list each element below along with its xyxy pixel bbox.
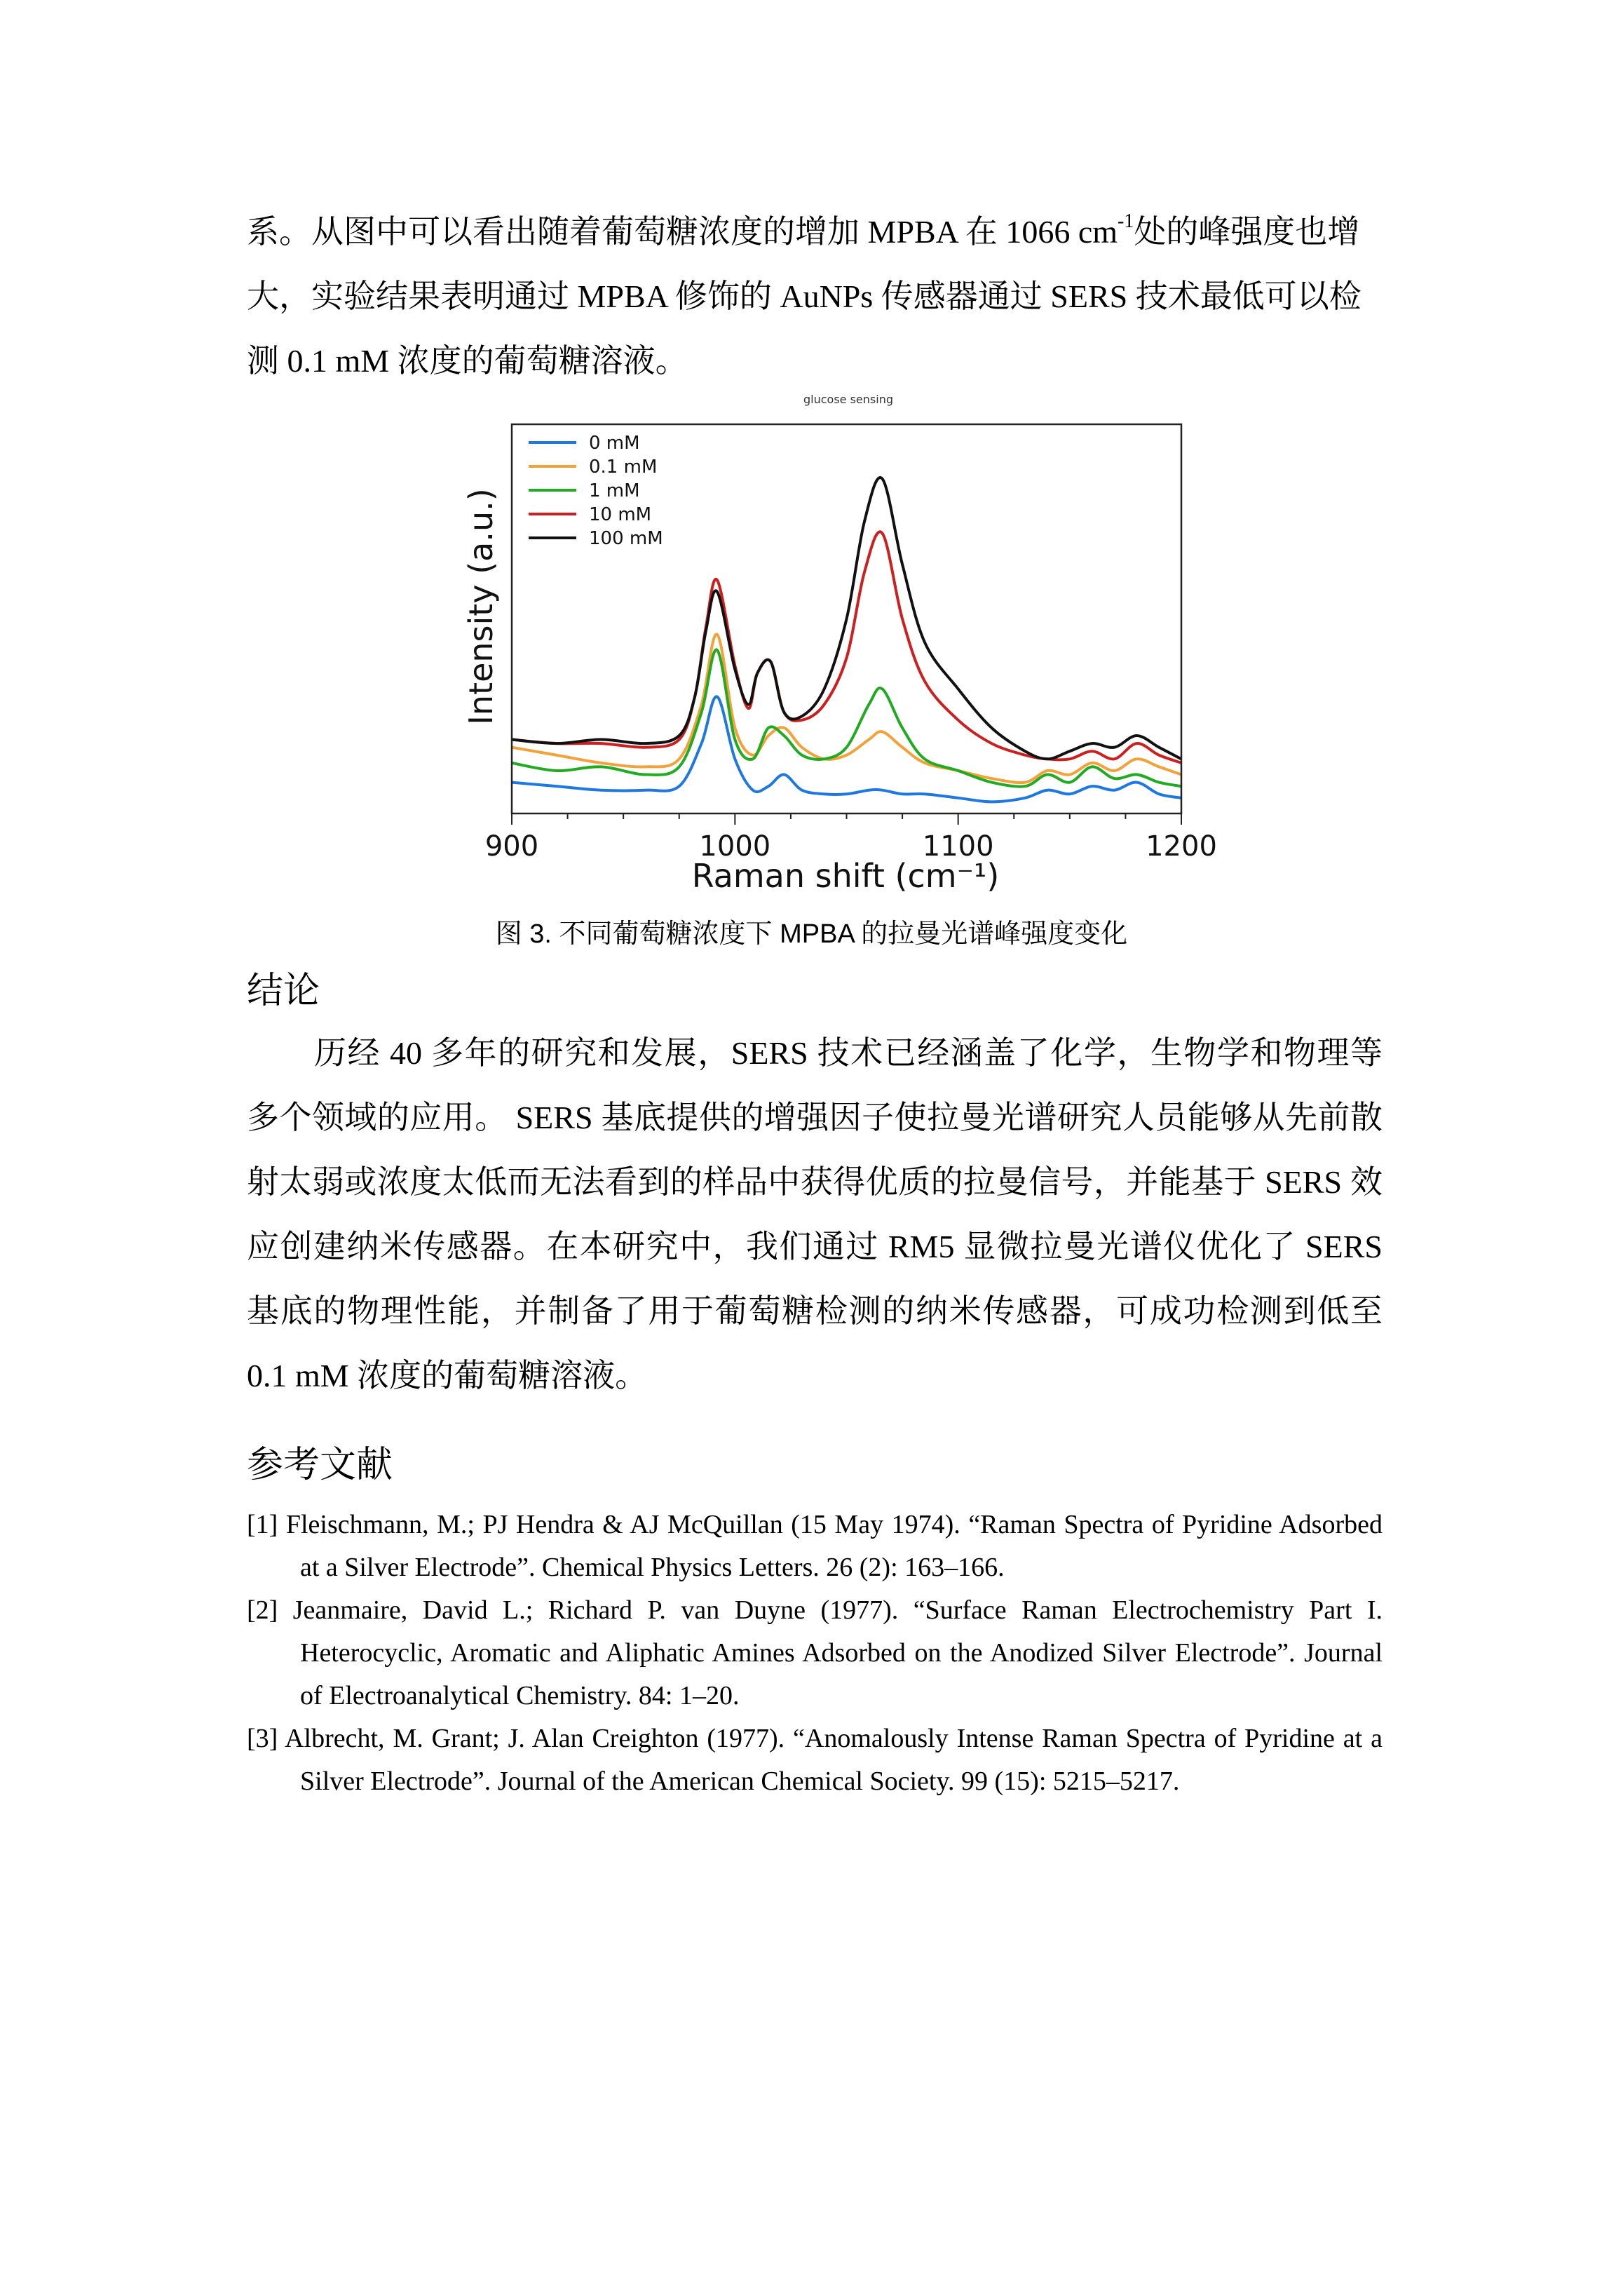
x-tick-label: 900 xyxy=(484,830,539,863)
intro-paragraph xyxy=(247,200,1383,393)
series-line-3 xyxy=(512,532,1181,762)
intro-line-1-tail: 处的峰强度也增 xyxy=(1134,214,1360,250)
reference-item: [2] Jeanmaire, David L.; Richard P. van Duyne (1977). “Surface Raman Electrochemistry Part I. Heterocyclic, Aromatic and Aliphatic Amines Adsorbed on the Anodized Silver Electrode”. Journal of Electroanalytical Chemistry. 84: 1–20. xyxy=(247,1595,1383,1710)
conclusion-section xyxy=(247,966,1383,1408)
x-tick-label: 1200 xyxy=(1146,830,1217,863)
references-section xyxy=(247,1440,1383,1803)
plot-area xyxy=(485,424,1217,863)
reference-list xyxy=(247,1504,1383,1803)
conclusion-paragraph: 历经 40 多年的研究和发展，SERS 技术已经涵盖了化学，生物学和物理等多个领域的应用。 SERS 基底提供的增强因子使拉曼光谱研究人员能够从先前散射太弱或浓度太低而无法看到的样品中获得优质的拉曼信号，并能基于 SERS 效应创建纳米传感器。在本研究中，我们通过 RM5 显微拉曼光谱仪优化了 SERS 基底的物理性能，并制备了用于葡萄糖检测的纳米传感器，可成功检测到低至 0.1 mM 浓度的葡萄糖溶液。 xyxy=(247,1035,1383,1393)
x-tick-label: 1100 xyxy=(922,830,994,863)
figure-caption: 图 3. 不同葡萄糖浓度下 MPBA 的拉曼光谱峰强度变化 xyxy=(495,919,1128,949)
intro-line-2: 大，实验结果表明通过 MPBA 修饰的 AuNPs 传感器通过 SERS 技术最低可以检 xyxy=(247,278,1361,314)
legend-label: 0.1 mM xyxy=(589,457,658,478)
x-tick-label: 1000 xyxy=(699,830,771,863)
raman-chart xyxy=(449,389,1227,905)
chart-title: glucose sensing xyxy=(803,393,893,406)
legend-label: 10 mM xyxy=(589,504,652,525)
superscript: -1 xyxy=(1118,210,1134,232)
legend-label: 1 mM xyxy=(589,480,640,501)
references-heading: 参考文献 xyxy=(247,1444,393,1486)
x-axis-label: Raman shift (cm⁻¹) xyxy=(691,857,1000,895)
legend-label: 0 mM xyxy=(589,433,640,454)
reference-item: [1] Fleischmann, M.; PJ Hendra & AJ McQuillan (15 May 1974). “Raman Spectra of Pyridine Adsorbed at a Silver Electrode”. Chemical Physics Letters. 26 (2): 163–166. xyxy=(247,1510,1383,1582)
intro-line-1-text: 系。从图中可以看出随着葡萄糖浓度的增加 MPBA 在 1066 cm xyxy=(247,214,1118,250)
intro-line-1 xyxy=(247,200,1383,264)
reference-item: [3] Albrecht, M. Grant; J. Alan Creighton (1977). “Anomalously Intense Raman Spectra of Pyridine at a Silver Electrode”. Journal of the American Chemical Society. 99 (15): 5215–5217. xyxy=(247,1724,1383,1796)
legend-label: 100 mM xyxy=(589,528,663,549)
conclusion-heading: 结论 xyxy=(247,970,320,1012)
y-axis-label: Intensity (a.u.) xyxy=(462,488,500,725)
series-line-2 xyxy=(512,649,1181,786)
intro-line-3: 测 0.1 mM 浓度的葡萄糖溶液。 xyxy=(247,343,688,379)
